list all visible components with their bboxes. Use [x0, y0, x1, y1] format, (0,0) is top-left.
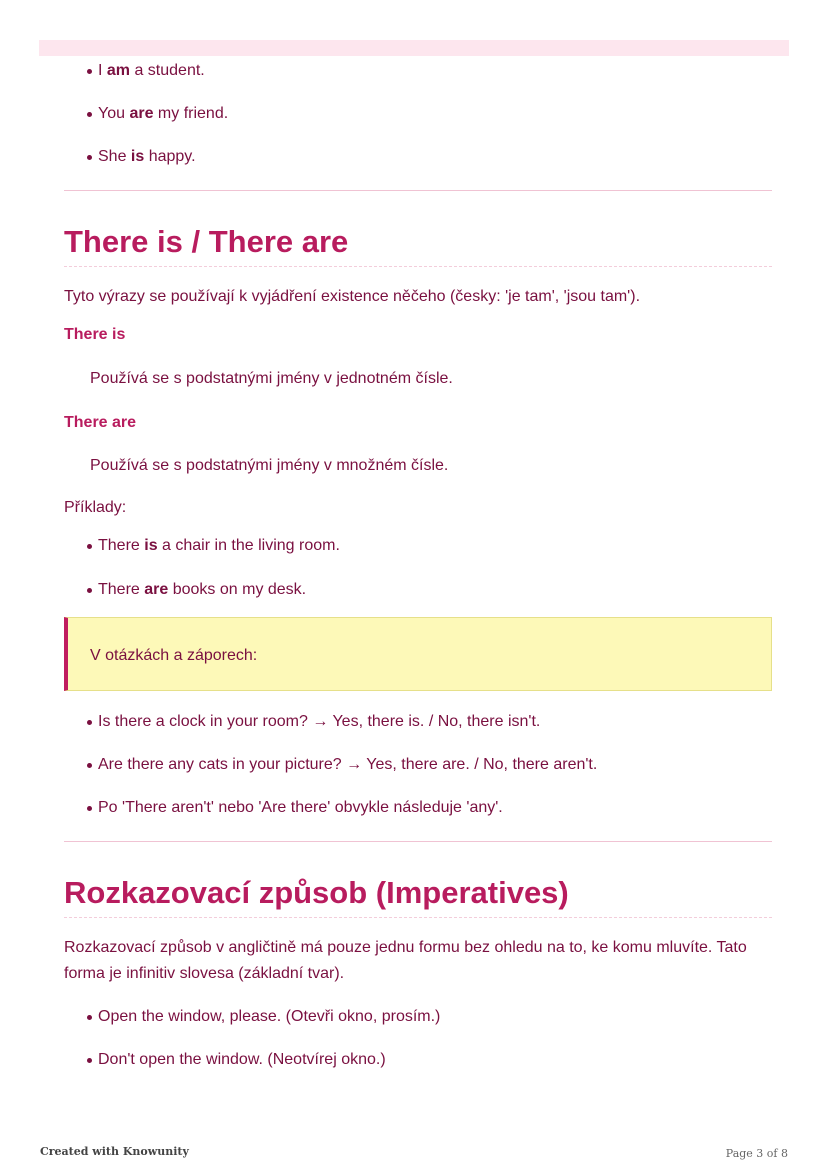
section-divider: [64, 190, 772, 191]
list-item: Are there any cats in your picture? → Yes, there are. / No, there aren't.: [64, 755, 772, 775]
list-item: You are my friend.: [64, 104, 772, 124]
question-negative-list: [64, 712, 772, 818]
note-callout: V otázkách a záporech:: [64, 617, 772, 691]
section-heading-there-is: There is / There are: [64, 224, 772, 267]
section-intro: Rozkazovací způsob v angličtině má pouze jednu formu bez ohledu na to, ke komu mluvíte. Tato forma je infinitiv slovesa (základní tvar).: [64, 939, 747, 982]
footer-credit: Created with Knowunity: [40, 1145, 189, 1158]
list-item: I am a student.: [64, 61, 772, 81]
list-item: She is happy.: [64, 147, 772, 167]
intro-example-list: [64, 61, 772, 167]
top-banner-strip: [39, 40, 789, 56]
page-number: Page 3 of 8: [725, 1147, 788, 1160]
term-there-are: There are: [64, 414, 137, 431]
imperative-examples-list: [64, 1007, 772, 1070]
term-there-are-description: Používá se s podstatnými jmény v množném čísle.: [90, 457, 449, 474]
list-item: There are books on my desk.: [64, 580, 772, 600]
list-item: Is there a clock in your room? → Yes, there is. / No, there isn't.: [64, 712, 772, 732]
section-heading-imperatives: Rozkazovací způsob (Imperatives): [64, 875, 772, 918]
list-item: Don't open the window. (Neotvírej okno.): [64, 1050, 772, 1070]
list-item: There is a chair in the living room.: [64, 536, 772, 556]
term-there-is-description: Používá se s podstatnými jmény v jednotném čísle.: [90, 370, 453, 387]
section-intro: Tyto výrazy se používají k vyjádření existence něčeho (česky: 'je tam', 'jsou tam').: [64, 288, 641, 305]
list-item: Open the window, please. (Otevři okno, prosím.): [64, 1007, 772, 1027]
there-examples-list: [64, 536, 772, 600]
page-content: [64, 56, 772, 1070]
term-there-is: There is: [64, 326, 126, 343]
list-item: Po 'There aren't' nebo 'Are there' obvykle následuje 'any'.: [64, 798, 772, 818]
section-divider: [64, 841, 772, 842]
examples-label: Příklady:: [64, 499, 127, 516]
